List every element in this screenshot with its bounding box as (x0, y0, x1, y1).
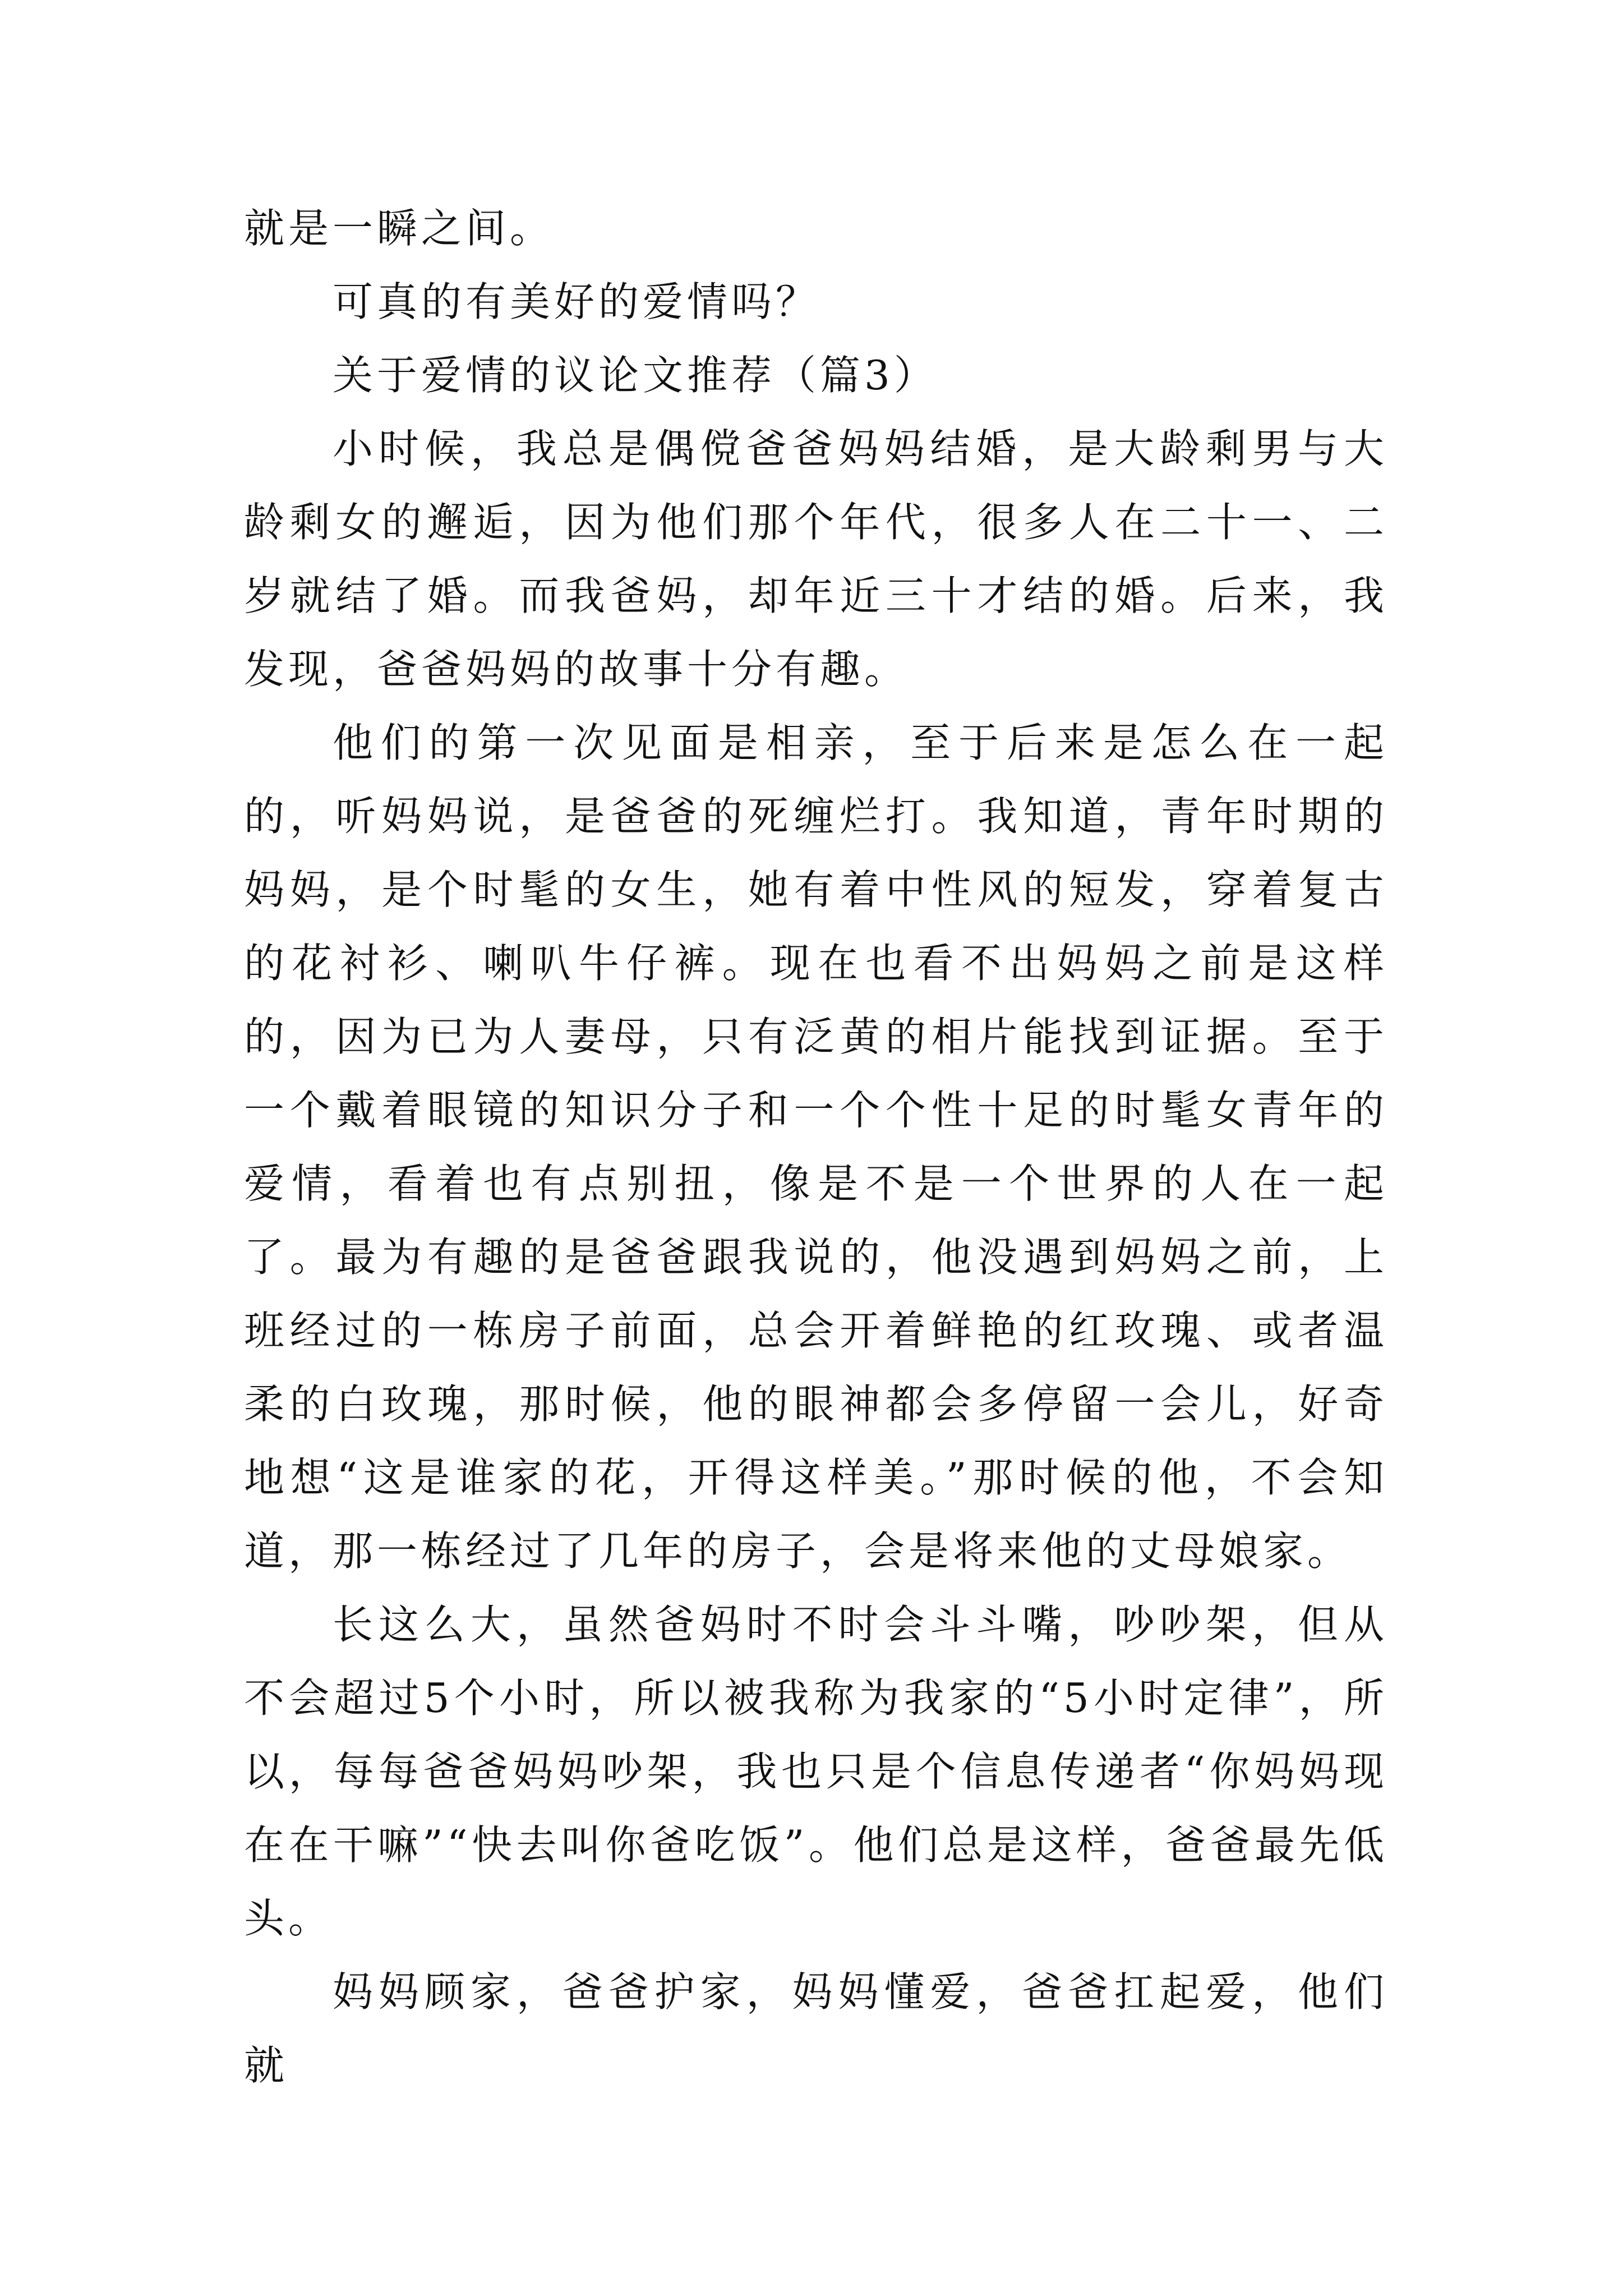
section-heading: 关于爱情的议论文推荐（篇3） (333, 352, 938, 399)
paragraph: 他们的第一次见面是相亲，至于后来是怎么在一起的，听妈妈说，是爸爸的死缠烂打。我知道，青年时期的妈妈，是个时髦的女生，她有着中性风的短发，穿着复古的花衬衫、喇叭牛仔裤。现在也看不出妈妈之前是这样的，因为已为人妻母，只有泛黄的相片能找到证据。至于一个戴着眼镜的知识分子和一个个性十足的时髦女青年的爱情，看着也有点别扭，像是不是一个世界的人在一起了。最为有趣的是爸爸跟我说的，他没遇到妈妈之前，上班经过的一栋房子前面，总会开着鲜艳的红玫瑰、或者温柔的白玫瑰，那时候，他的眼神都会多停留一会儿，好奇地想“这是谁家的花，开得这样美。”那时候的他，不会知道，那一栋经过了几年的房子，会是将来他的丈母娘家。 (244, 719, 1388, 1575)
body-text (244, 192, 1388, 2102)
paragraph-question: 可真的有美好的爱情吗？ (333, 278, 820, 325)
paragraph: 长这么大，虽然爸妈时不时会斗斗嘴，吵吵架，但从不会超过5个小时，所以被我称为我家的“5小时定律”，所以，每每爸爸妈妈吵架，我也只是个信息传递者“你妈妈现在在干嘛”“快去叫你爸吃饭”。他们总是这样，爸爸最先低头。 (244, 1601, 1388, 1942)
paragraph-continuation: 就是一瞬之间。 (244, 205, 555, 252)
paragraph: 小时候，我总是偶傥爸爸妈妈结婚，是大龄剩男与大龄剩女的邂逅，因为他们那个年代，很多人在二十一、二岁就结了婚。而我爸妈，却年近三十才结的婚。后来，我发现，爸爸妈妈的故事十分有趣。 (244, 425, 1388, 693)
paragraph: 妈妈顾家，爸爸护家，妈妈懂爱，爸爸扛起爱，他们就 (244, 1968, 1388, 2089)
